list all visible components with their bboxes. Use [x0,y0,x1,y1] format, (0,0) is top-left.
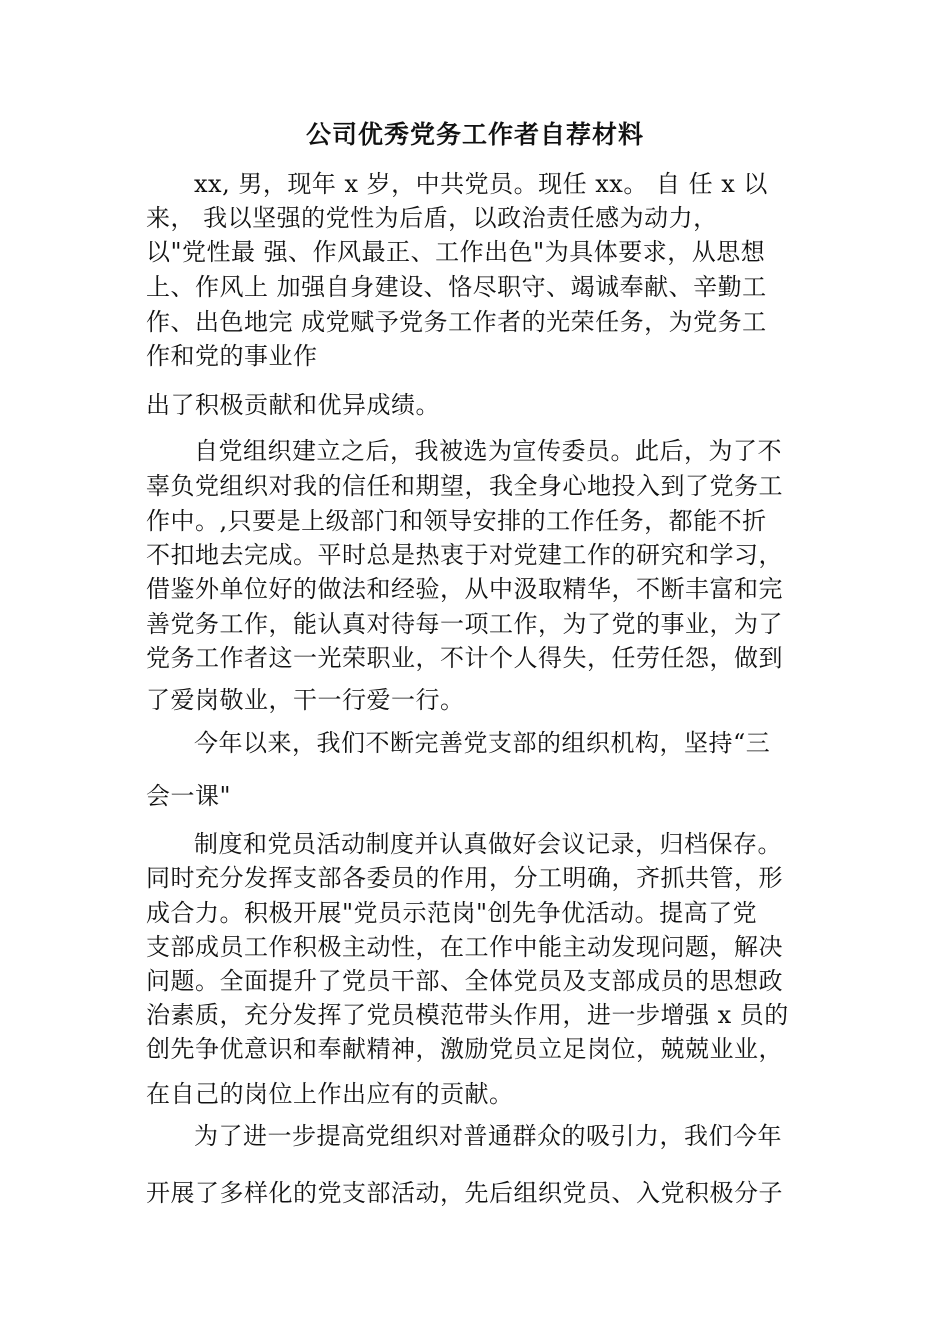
text-line: 在自己的岗位上作出应有的贡献。 [146,1080,514,1108]
text-line: 支部成员工作积极主动性，在工作中能主动发现问题，解决 [146,933,783,961]
text-line: 为了进一步提高党组织对普通群众的吸引力，我们今年 [194,1122,782,1150]
text-line: 作和党的事业作 [146,342,318,370]
text-line: 作中。,只要是上级部门和领导安排的工作任务，都能不折 [146,507,767,535]
text-line: 作、出色地完 成党赋予党务工作者的光荣任务，为党务工 [146,308,767,336]
text-line: 来， 我以坚强的党性为后盾，以政治责任感为动力， [146,204,718,232]
text-line: 党务工作者这一光荣职业，不计个人得失，任劳任怨，做到 [146,644,783,672]
text-line: 辜负党组织对我的信任和期望，我全身心地投入到了党务工 [146,472,783,500]
text-line: 今年以来，我们不断完善党支部的组织机构，坚持“三 [194,729,771,757]
text-line: 成合力。积极开展"党员示范岗"创先争优活动。提高了党 [146,899,758,927]
text-line: 上、作风上 加强自身建设、恪尽职守、竭诚奉献、辛勤工 [146,273,767,301]
text-line: 出了积极贡献和优异成绩。 [146,391,440,419]
text-line: 借鉴外单位好的做法和经验，从中汲取精华，不断丰富和完 [146,575,783,603]
text-line: xx, 男，现年 x 岁，中共党员。现任 xx。 自 任 x 以 [194,170,768,198]
document-title: 公司优秀党务工作者自荐材料 [305,120,644,149]
text-line: 治素质，充分发挥了党员模范带头作用，进一步增强 x 员的 [146,1001,789,1029]
text-line: 自党组织建立之后，我被选为宣传委员。此后，为了不 [194,437,782,465]
text-line: 同时充分发挥支部各委员的作用，分工明确，齐抓共管，形 [146,864,783,892]
text-line: 不扣地去完成。平时总是热衷于对党建工作的研究和学习， [146,541,783,569]
text-line: 以"党性最 强、作风最正、工作出色"为具体要求，从思想 [146,238,766,266]
text-line: 了爱岗敬业，干一行爱一行。 [146,686,465,714]
text-line: 会一课" [146,782,232,810]
text-line: 善党务工作，能认真对待每一项工作，为了党的事业，为了 [146,610,783,638]
text-line: 问题。全面提升了党员干部、全体党员及支部成员的思想政 [146,967,783,995]
text-line: 创先争优意识和奉献精神，激励党员立足岗位，兢兢业业， [146,1035,783,1063]
text-line: 制度和党员活动制度并认真做好会议记录，归档保存。 [194,830,782,858]
text-line: 开展了多样化的党支部活动，先后组织党员、入党积极分子 [146,1179,783,1207]
